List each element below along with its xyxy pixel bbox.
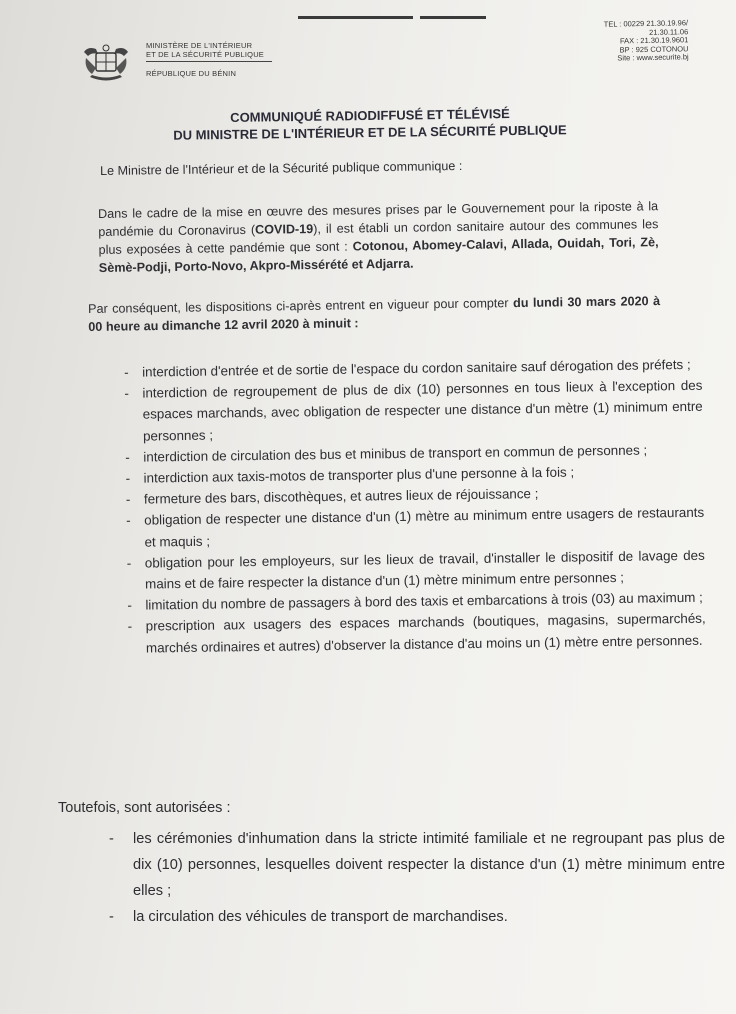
measure-text: obligation de respecter une distance d'un (1) mètre au minimum entre usagers de restaurants et maquis ; — [144, 505, 705, 550]
title-line-2: DU MINISTRE DE L'INTÉRIEUR ET DE LA SÉCURITÉ PUBLIQUE — [173, 122, 567, 143]
authorized-heading: Toutefois, sont autorisées : — [58, 800, 231, 816]
p1-part-b: ), il est établi un cordon sanitaire autour des communes les plus exposées à cette pandémie que sont : — [98, 217, 659, 257]
bullet-dash: - — [125, 470, 131, 486]
measure-text: prescription aux usagers des espaces marchands (boutiques, magasins, supermarchés, marchés ordinaires et autres) d'observer la distance d'au moins un (1) mètre entre personnes. — [145, 611, 706, 656]
measure-text: interdiction de circulation des bus et minibus de transport en commun de personnes ; — [143, 442, 648, 465]
top-rule-right — [420, 16, 486, 19]
authorized-text: les cérémonies d'inhumation dans la stricte intimité familiale et ne regroupant pas plus de dix (10) personnes, lesquelles doivent respecter la distance d'un (1) mètre minimum entre elles ; — [133, 831, 725, 899]
p1-covid: COVID-19 — [255, 221, 314, 237]
authorized-text: la circulation des véhicules de transport de marchandises. — [133, 909, 508, 925]
top-rule-left — [298, 16, 413, 19]
bullet-dash: - — [126, 513, 131, 529]
bullet-dash: - — [124, 385, 130, 402]
paragraph-1 — [98, 197, 659, 277]
measures-list — [112, 354, 706, 659]
bullet-dash: - — [125, 491, 131, 508]
measure-text: fermeture des bars, discothèques, et autres lieux de réjouissance ; — [143, 486, 539, 507]
measure-text: interdiction aux taxis-motos de transporter plus d'une personne à la fois ; — [143, 464, 575, 486]
paragraph-2 — [88, 292, 660, 336]
measure-text: obligation pour les employeurs, sur les lieux de travail, d'installer le dispositif de lavage des mains et de faire respecter la distance d'un (1) mètre minimum entre personnes ; — [144, 547, 705, 592]
bullet-dash: - — [109, 909, 114, 925]
p2-dates: du lundi 30 mars 2020 à 00 heure au dimanche 12 avril 2020 à minuit : — [88, 294, 661, 334]
bullet-dash: - — [127, 619, 133, 635]
tel-line-2: 21.30.11.06 — [648, 26, 688, 37]
ministry-name — [146, 41, 264, 59]
contact-block — [603, 19, 688, 63]
measure-text: interdiction d'entrée et de sortie de l'espace du cordon sanitaire sauf dérogation des préfets ; — [142, 356, 691, 380]
po-box-line: BP : 925 COTONOU — [619, 44, 689, 55]
fax-line: FAX : 21.30.19.9601 — [619, 35, 689, 46]
list-item — [95, 904, 725, 930]
ministry-line-1: MINISTÈRE DE L'INTÉRIEUR — [146, 41, 253, 50]
bullet-dash: - — [127, 597, 132, 614]
ministry-line-2: ET DE LA SÉCURITÉ PUBLIQUE — [146, 50, 265, 59]
ministry-rule — [146, 61, 272, 62]
list-item — [95, 826, 725, 904]
tel-line: TEL : 00229 21.30.19.96/ — [603, 18, 688, 29]
list-item — [112, 375, 703, 447]
measure-text: interdiction de regroupement de plus de dix (10) personnes en tous lieux à l'exception des espaces marchands, avec obligation de respecter une distance d'un mètre (1) minimum entre personnes ; — [142, 377, 703, 444]
title-line-1: COMMUNIQUÉ RADIODIFFUSÉ ET TÉLÉVISÉ — [230, 106, 510, 125]
measure-text: limitation du nombre de passagers à bord des taxis et embarcations à trois (03) au maximum ; — [145, 590, 703, 613]
p1-part-a: Dans le cadre de la mise en œuvre des mesures prises par le Gouvernement pour la riposte à la pandémie du Coronavirus ( — [98, 199, 659, 239]
bullet-dash: - — [125, 449, 130, 465]
p2-part-a: Par conséquent, les dispositions ci-après entrent en vigueur pour compter — [88, 296, 514, 316]
bullet-dash: - — [126, 555, 132, 571]
intro-text: Le Ministre de l'Intérieur et de la Sécurité publique communique : — [100, 158, 463, 178]
website-line: Site : www.securite.bj — [616, 52, 689, 63]
bullet-dash: - — [124, 364, 129, 380]
bullet-dash: - — [109, 831, 114, 847]
p1-communes: Cotonou, Abomey-Calavi, Allada, Ouidah, Tori, Zè, Sèmè-Podji, Porto-Novo, Akpro-Missérété et Adjarra. — [98, 235, 659, 275]
list-item — [116, 608, 707, 659]
authorized-list — [95, 826, 725, 930]
coat-of-arms-icon — [78, 44, 134, 84]
republic-name: RÉPUBLIQUE DU BÉNIN — [146, 69, 237, 78]
